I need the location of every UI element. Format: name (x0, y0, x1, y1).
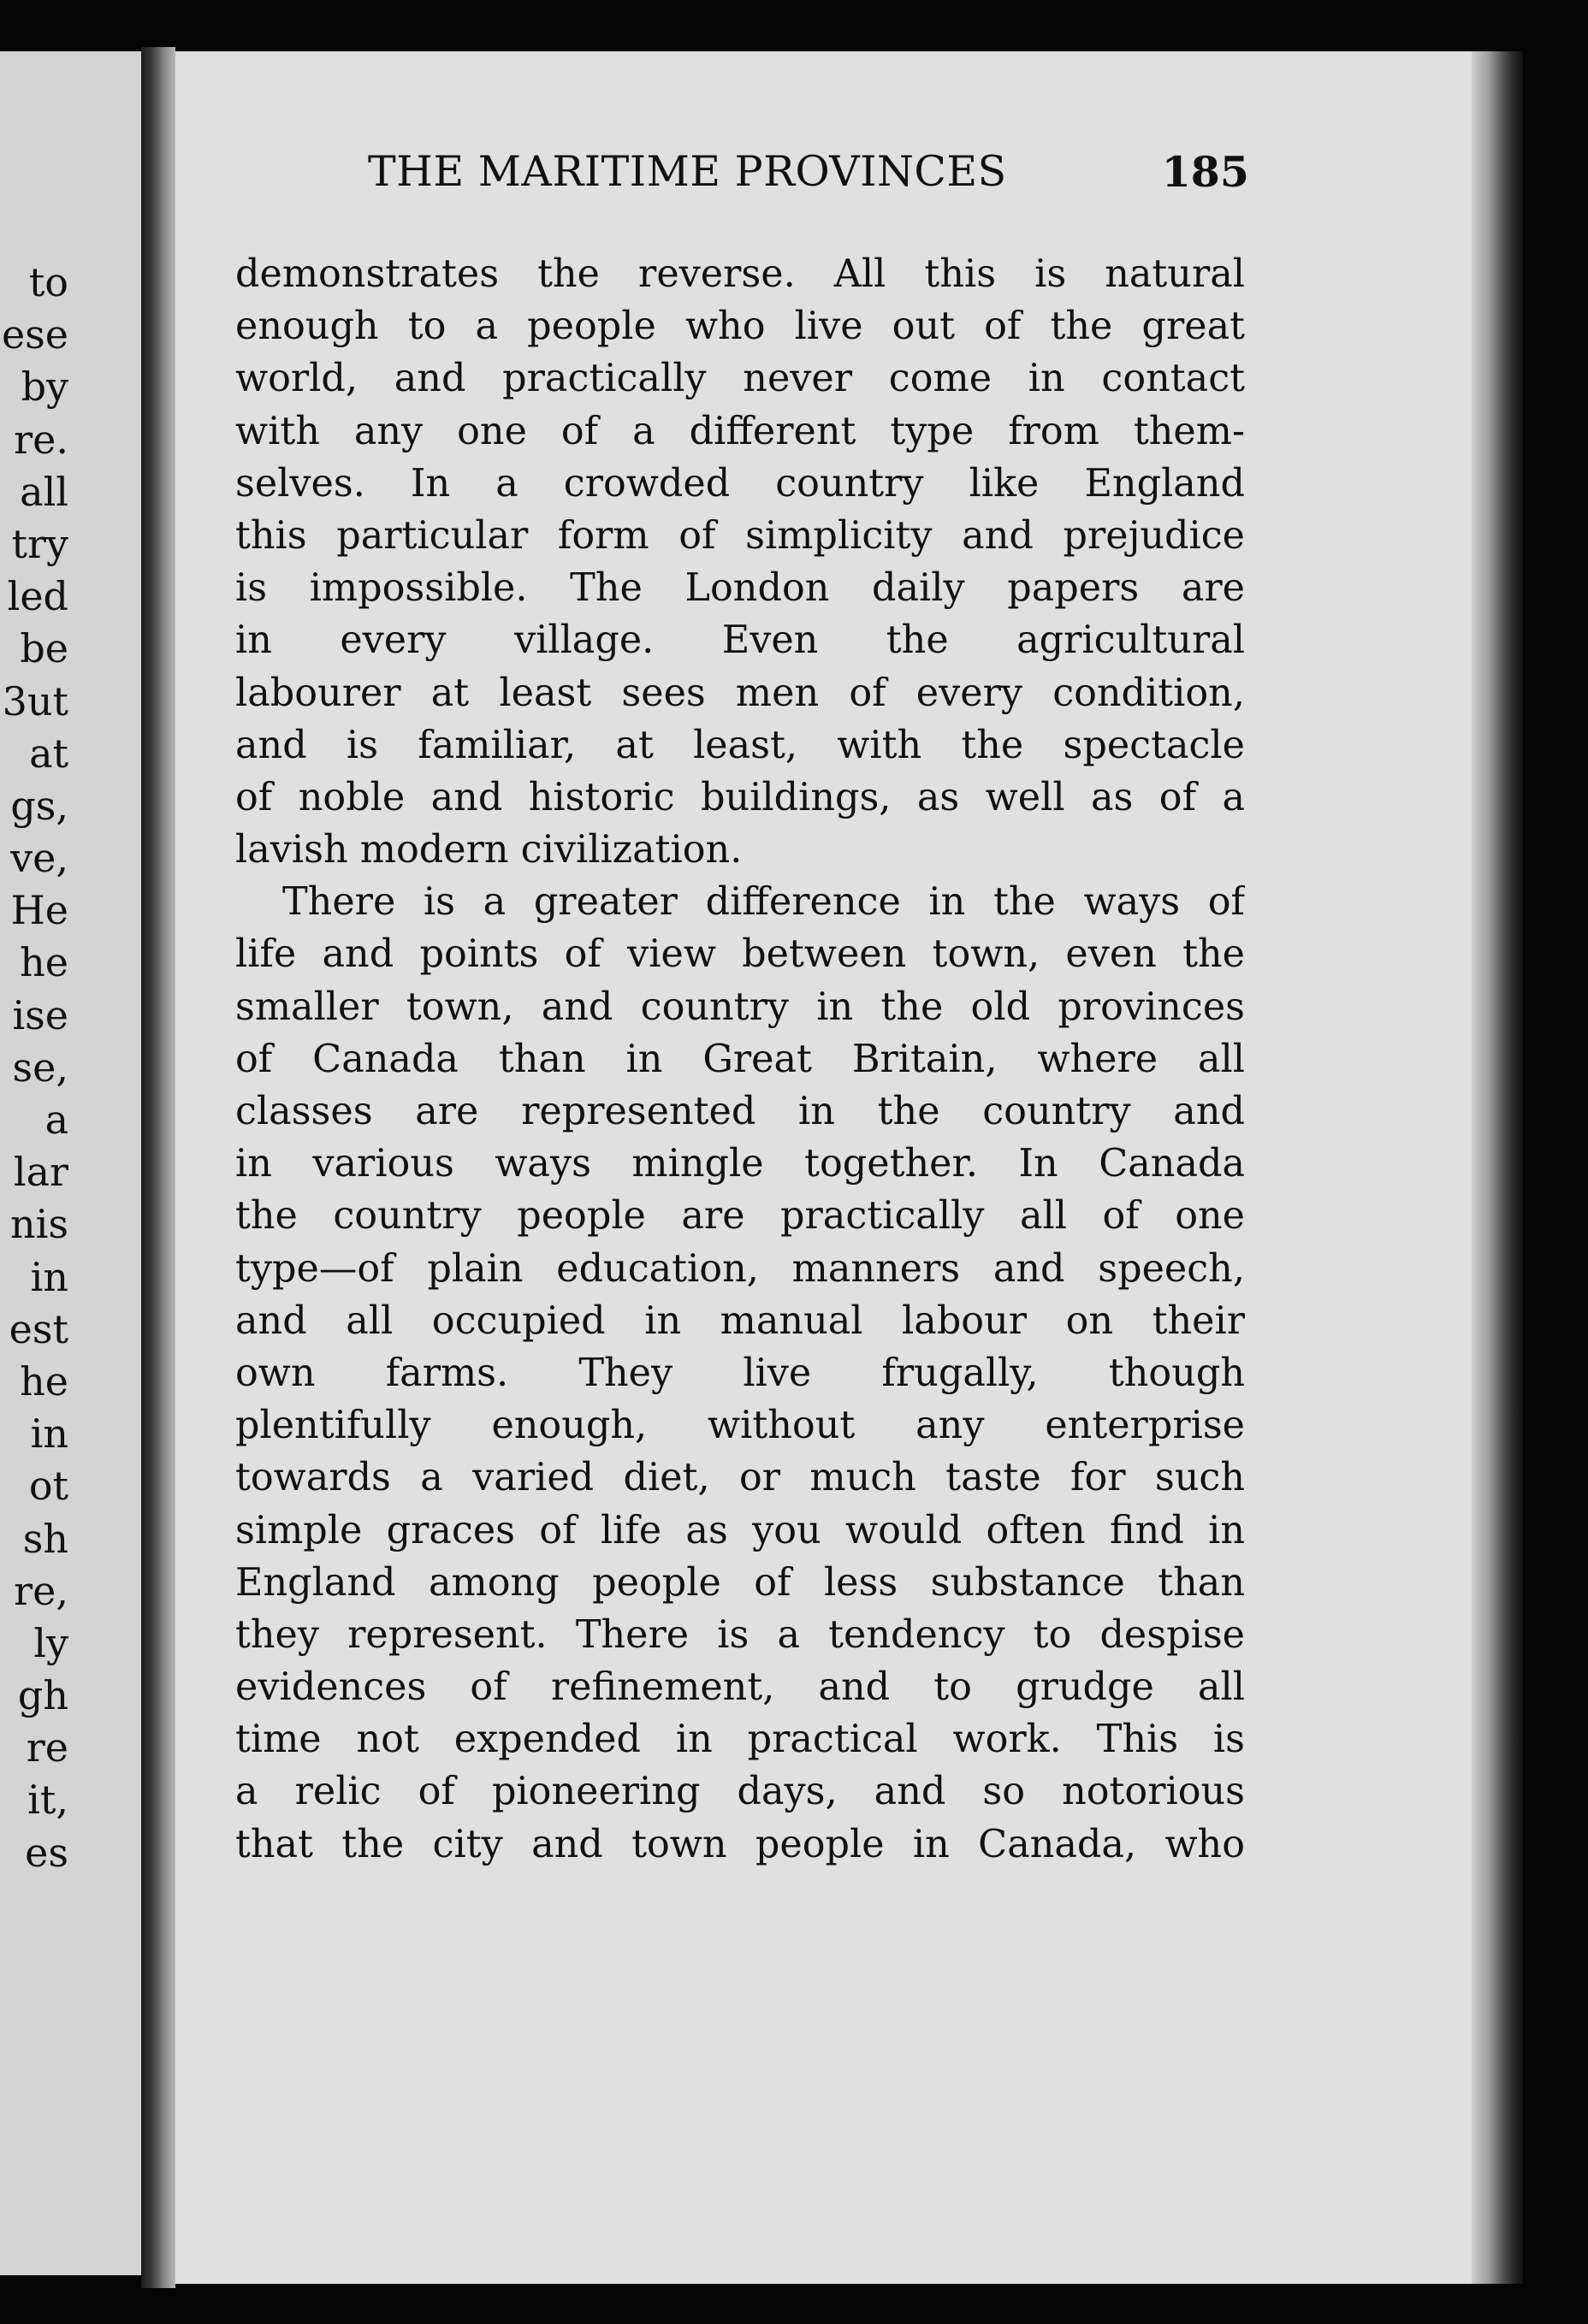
fragment-line: in (30, 1410, 68, 1458)
text-line: and is familiar, at least, with the spectacle (235, 723, 1245, 767)
fragment-line: led (7, 573, 68, 620)
fragment-line: to (28, 259, 68, 305)
page-edge-shadow (1472, 51, 1523, 2284)
text-line: a relic of pioneering days, and so notorious (235, 1770, 1245, 1814)
page-number: 185 (1161, 147, 1249, 197)
fragment-line: ese (1, 311, 68, 358)
fragment-line: lar (13, 1149, 68, 1196)
fragment-line: re, (14, 1567, 68, 1614)
fragment-line: nis (10, 1201, 68, 1248)
fragment-line: 3ut (2, 677, 68, 724)
text-line: that the city and town people in Canada, who (235, 1822, 1245, 1866)
text-line: There is a greater difference in the ways of (282, 880, 1245, 925)
text-line: of Canada than in Great Britain, where all (235, 1037, 1245, 1081)
fragment-line: be (20, 625, 68, 672)
fragment-line: by (21, 364, 68, 411)
fragment-line: in (30, 1253, 68, 1300)
text-line: towards a varied diet, or much taste for such (235, 1456, 1245, 1500)
fragment-line: gh (17, 1672, 68, 1719)
running-header (368, 147, 1249, 207)
text-line: this particular form of simplicity and prejudice (235, 513, 1245, 558)
text-line: the country people are practically all of one (235, 1194, 1245, 1239)
fragment-line: try (11, 520, 68, 567)
text-line: and all occupied in manual labour on their (235, 1298, 1245, 1343)
text-line: is impossible. The London daily papers are (235, 566, 1245, 611)
text-line: time not expended in practical work. This is (235, 1718, 1245, 1762)
text-line: simple graces of life as you would often find in (235, 1508, 1245, 1552)
fragment-line: ly (33, 1619, 68, 1666)
text-line: lavish modern civilization. (235, 828, 743, 872)
text-line: in various ways mingle together. In Canada (235, 1142, 1245, 1186)
body-text (235, 248, 1245, 1871)
fragment-line: est (9, 1305, 68, 1352)
fragment-line: at (29, 730, 68, 777)
text-line: evidences of refinement, and to grudge all (235, 1665, 1245, 1710)
text-line: type—of plain education, manners and speech, (235, 1246, 1245, 1291)
text-line: world, and practically never come in contact (235, 357, 1245, 401)
text-line: plentifully enough, without any enterprise (235, 1404, 1245, 1448)
text-line: with any one of a different type from them- (235, 409, 1245, 453)
fragment-line: he (20, 1357, 68, 1404)
text-line: England among people of less substance than (235, 1560, 1245, 1605)
text-line: demonstrates the reverse. All this is natural (235, 252, 1245, 296)
fragment-line: re. (14, 416, 68, 463)
text-line: life and points of view between town, even the (235, 932, 1245, 977)
text-line: smaller town, and country in the old provinces (235, 985, 1245, 1029)
page-gutter (141, 47, 175, 2288)
fragment-line: es (25, 1829, 68, 1876)
text-line: labourer at least sees men of every condition, (235, 671, 1245, 715)
text-line: own farms. They live frugally, though (235, 1351, 1245, 1395)
fragment-line: He (10, 887, 68, 934)
fragment-line: gs, (10, 782, 68, 829)
fragment-line: re (26, 1724, 68, 1771)
fragment-line: ot (28, 1463, 68, 1510)
fragment-line: all (20, 468, 68, 515)
fragment-line: ise (12, 991, 68, 1038)
running-title: THE MARITIME PROVINCES (368, 147, 1007, 196)
text-line: they represent. There is a tendency to despise (235, 1612, 1245, 1657)
fragment-line: ve, (10, 835, 68, 882)
fragment-line: se, (12, 1044, 68, 1091)
facing-page-text-fragments (0, 257, 68, 1879)
text-line: enough to a people who live out of the great (235, 305, 1245, 349)
text-line: in every village. Even the agricultural (235, 618, 1245, 663)
text-line: of noble and historic buildings, as well as of a (235, 775, 1245, 819)
fragment-line: it, (27, 1777, 68, 1824)
fragment-line: he (20, 939, 68, 986)
fragment-line: a (44, 1097, 68, 1143)
text-line: selves. In a crowded country like England (235, 461, 1245, 506)
text-line: classes are represented in the country and (235, 1090, 1245, 1133)
fragment-line: sh (22, 1515, 68, 1562)
